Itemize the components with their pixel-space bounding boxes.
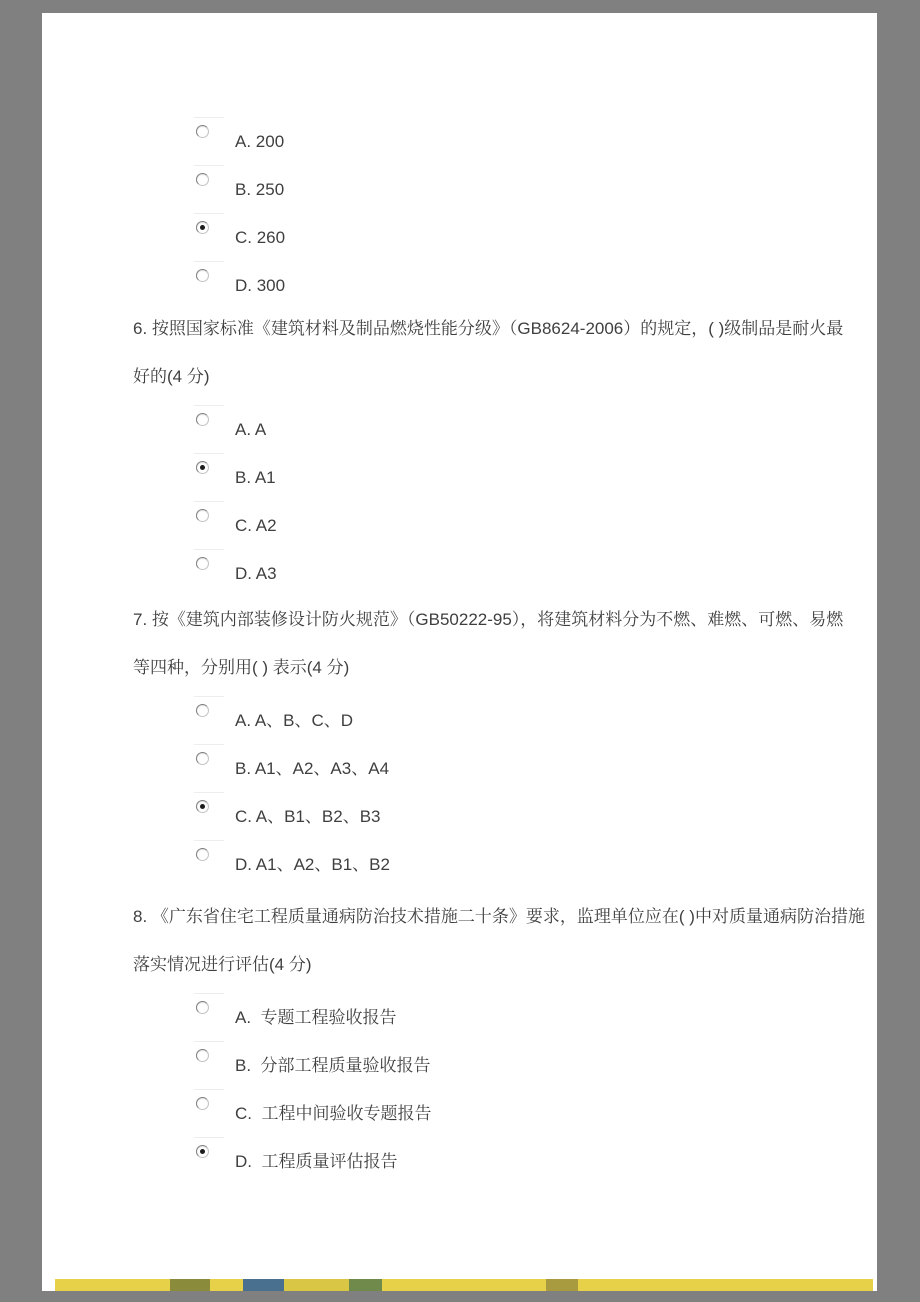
question-block [0,893,920,1186]
row-separator [194,1137,224,1138]
option-row[interactable] [0,793,920,841]
question-block [0,118,920,310]
question-block [0,596,920,889]
option-row[interactable] [0,697,920,745]
radio-button[interactable] [196,1097,209,1110]
question-stem-line: 7. 按《建筑内部装修设计防火规范》（GB50222-95），将建筑材料分为不燃、难燃、可燃、易燃 [133,610,844,629]
option-label[interactable]: C. A2 [235,516,277,535]
option-label[interactable]: D. 工程质量评估报告 [235,1152,398,1171]
viewer-frame-right [877,0,920,1302]
row-separator [194,840,224,841]
radio-button[interactable] [196,125,209,138]
row-separator [194,744,224,745]
option-row[interactable] [0,841,920,889]
radio-button[interactable] [196,1049,209,1062]
option-row[interactable] [0,406,920,454]
options-group [0,118,920,310]
option-row[interactable] [0,166,920,214]
row-separator [194,792,224,793]
radio-button[interactable] [196,509,209,522]
strip-segment [546,1279,579,1291]
radio-dot [200,804,205,809]
row-separator [194,993,224,994]
question-stem-line: 好的(4 分) [133,367,210,386]
option-label[interactable]: B. 分部工程质量验收报告 [235,1056,431,1075]
radio-button[interactable] [196,848,209,861]
row-separator [194,1041,224,1042]
option-label[interactable]: A. 200 [235,132,285,151]
row-separator [194,1089,224,1090]
radio-button[interactable] [196,1001,209,1014]
option-row[interactable] [0,1138,920,1186]
strip-segment [170,1279,211,1291]
radio-button[interactable] [196,704,209,717]
row-separator [194,117,224,118]
option-label[interactable]: A. 专题工程验收报告 [235,1008,397,1027]
strip-segment [55,1279,170,1291]
radio-button-selected[interactable] [196,461,209,474]
options-group [0,406,920,598]
row-separator [194,696,224,697]
strip-segment [284,1279,349,1291]
option-label[interactable]: C. 260 [235,228,286,247]
row-separator [194,453,224,454]
row-separator [194,405,224,406]
row-separator [194,213,224,214]
radio-button[interactable] [196,557,209,570]
option-label[interactable]: D. A3 [235,564,277,583]
options-group [0,994,920,1186]
option-label[interactable]: D. 300 [235,276,286,295]
radio-button[interactable] [196,173,209,186]
option-row[interactable] [0,745,920,793]
row-separator [194,549,224,550]
strip-segment [349,1279,382,1291]
question-block [0,305,920,598]
option-label[interactable]: C. 工程中间验收专题报告 [235,1104,432,1123]
radio-button-selected[interactable] [196,800,209,813]
option-row[interactable] [0,118,920,166]
question-stem-line: 落实情况进行评估(4 分) [133,955,312,974]
strip-segment [578,1279,872,1291]
row-separator [194,165,224,166]
radio-button-selected[interactable] [196,221,209,234]
radio-button[interactable] [196,413,209,426]
next-page-sliver [55,1279,873,1291]
strip-segment [382,1279,546,1291]
option-row[interactable] [0,1042,920,1090]
viewer-frame-left [0,0,42,1302]
radio-button[interactable] [196,269,209,282]
question-stem-line: 等四种，分别用( ) 表示(4 分) [133,658,350,677]
strip-segment [210,1279,243,1291]
option-label[interactable]: A. A [235,420,267,439]
radio-button-selected[interactable] [196,1145,209,1158]
radio-dot [200,465,205,470]
option-row[interactable] [0,262,920,310]
option-row[interactable] [0,994,920,1042]
option-row[interactable] [0,454,920,502]
option-row[interactable] [0,214,920,262]
row-separator [194,261,224,262]
option-row[interactable] [0,502,920,550]
options-group [0,697,920,889]
option-label[interactable]: B. A1 [235,468,276,487]
option-label[interactable]: D. A1、A2、B1、B2 [235,855,390,874]
strip-segment [243,1279,284,1291]
viewer-frame-bottom [0,1291,920,1302]
radio-dot [200,225,205,230]
option-label[interactable]: C. A、B1、B2、B3 [235,807,381,826]
option-label[interactable]: B. 250 [235,180,285,199]
viewer-frame-top [0,0,920,13]
option-label[interactable]: B. A1、A2、A3、A4 [235,759,390,778]
row-separator [194,501,224,502]
radio-button[interactable] [196,752,209,765]
question-stem-line: 6. 按照国家标准《建筑材料及制品燃烧性能分级》（GB8624-2006）的规定，( )级制品是耐火最 [133,319,844,338]
option-row[interactable] [0,1090,920,1138]
option-label[interactable]: A. A、B、C、D [235,711,354,730]
question-stem-line: 8. 《广东省住宅工程质量通病防治技术措施二十条》要求，监理单位应在( )中对质量通病防治措施 [133,907,865,926]
option-row[interactable] [0,550,920,598]
radio-dot [200,1149,205,1154]
